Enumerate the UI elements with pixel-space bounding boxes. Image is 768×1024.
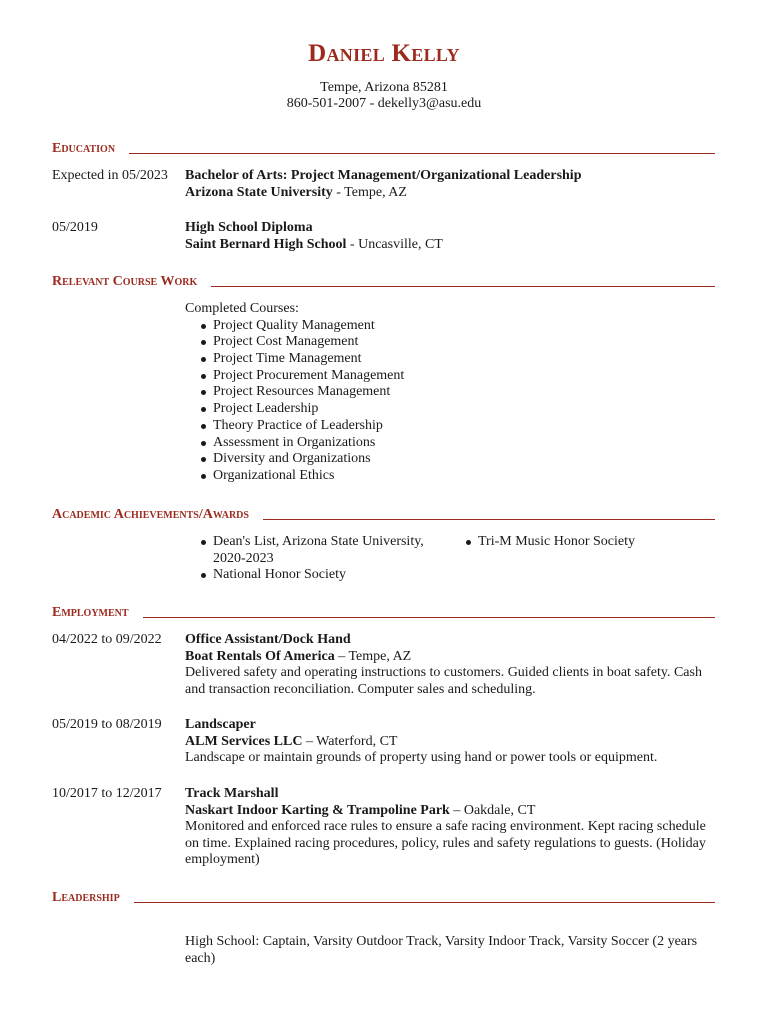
employment-section-header bbox=[52, 603, 715, 623]
job-role: Office Assistant/Dock Hand bbox=[185, 632, 351, 647]
coursework-intro: Completed Courses: bbox=[185, 301, 299, 316]
list-item: Dean's List, Arizona State University, 2020-2023 bbox=[185, 534, 450, 567]
school-name: Saint Bernard High School bbox=[185, 236, 347, 252]
degree: High School Diploma bbox=[185, 220, 313, 235]
list-item: Organizational Ethics bbox=[185, 468, 715, 485]
company-name: ALM Services LLC bbox=[185, 733, 303, 749]
job-role: Track Marshall bbox=[185, 786, 279, 801]
coursework-block bbox=[185, 301, 715, 485]
company-name: Naskart Indoor Karting & Trampoline Park bbox=[185, 802, 450, 818]
job-description: Delivered safety and operating instructions to customers. Guided clients in boat safety. Cash and transaction reconciliation. Computer sales and scheduling. bbox=[185, 665, 702, 697]
list-item: Project Procurement Management bbox=[185, 368, 715, 385]
list-item: Project Quality Management bbox=[185, 318, 715, 335]
company-name: Boat Rentals Of America bbox=[185, 648, 335, 664]
list-item: Project Resources Management bbox=[185, 384, 715, 401]
leadership-text: High School: Captain, Varsity Outdoor Track, Varsity Indoor Track, Varsity Soccer (2 years each) bbox=[185, 934, 698, 966]
list-item: Project Cost Management bbox=[185, 334, 715, 351]
job-description: Landscape or maintain grounds of property using hand or power tools or equipment. bbox=[185, 750, 658, 766]
leadership-section-header bbox=[52, 888, 715, 908]
company-location: – Tempe, AZ bbox=[334, 648, 412, 664]
school-name: Arizona State University bbox=[185, 184, 333, 200]
section-title: Education bbox=[52, 141, 116, 156]
list-item: Project Leadership bbox=[185, 401, 715, 418]
awards-list-right bbox=[450, 534, 715, 584]
school-location: - Uncasville, CT bbox=[346, 236, 443, 252]
degree: Bachelor of Arts: Project Management/Organizational Leadership bbox=[185, 168, 582, 183]
company-location: – Oakdale, CT bbox=[449, 802, 536, 818]
list-item: Assessment in Organizations bbox=[185, 435, 715, 452]
job-description: Monitored and enforced race rules to ensure a safe racing environment. Kept racing schedule on time. Explained racing procedures, policy, rules and safety regulations to guests. (Holiday employment) bbox=[185, 819, 706, 868]
job-role: Landscaper bbox=[185, 717, 256, 732]
awards-section-header bbox=[52, 505, 715, 525]
job-date: 04/2022 to 09/2022 bbox=[52, 632, 162, 647]
section-divider bbox=[263, 519, 715, 520]
coursework-section-header bbox=[52, 272, 715, 292]
section-divider bbox=[129, 153, 715, 154]
job-entry bbox=[185, 717, 715, 767]
list-item: Theory Practice of Leadership bbox=[185, 418, 715, 435]
school-location: - Tempe, AZ bbox=[332, 184, 407, 200]
section-title: Academic Achievements/Awards bbox=[52, 507, 249, 522]
education-entry bbox=[185, 220, 715, 253]
section-title: Relevant Course Work bbox=[52, 274, 198, 289]
contact-phone-email: 860-501-2007 - dekelly3@asu.edu bbox=[286, 96, 482, 111]
job-entry bbox=[185, 632, 715, 698]
education-section-header bbox=[52, 139, 715, 159]
section-title: Employment bbox=[52, 605, 129, 620]
list-item: Project Time Management bbox=[185, 351, 715, 368]
education-date: 05/2019 bbox=[52, 220, 98, 235]
awards-list-left bbox=[185, 534, 450, 584]
awards-block bbox=[185, 534, 715, 584]
section-divider bbox=[143, 617, 715, 618]
education-date: Expected in 05/2023 bbox=[52, 168, 168, 183]
course-list bbox=[185, 318, 715, 485]
resume-name: Daniel Kelly bbox=[308, 40, 460, 67]
section-divider bbox=[134, 902, 715, 903]
section-divider bbox=[211, 286, 715, 287]
list-item: Diversity and Organizations bbox=[185, 451, 715, 468]
list-item: National Honor Society bbox=[185, 567, 450, 584]
job-date: 10/2017 to 12/2017 bbox=[52, 786, 162, 801]
job-entry bbox=[185, 786, 715, 869]
education-entry bbox=[185, 168, 715, 201]
section-title: Leadership bbox=[52, 890, 120, 905]
job-date: 05/2019 to 08/2019 bbox=[52, 717, 162, 732]
contact-location: Tempe, Arizona 85281 bbox=[320, 80, 448, 95]
list-item: Tri-M Music Honor Society bbox=[450, 534, 715, 551]
company-location: – Waterford, CT bbox=[302, 733, 398, 749]
